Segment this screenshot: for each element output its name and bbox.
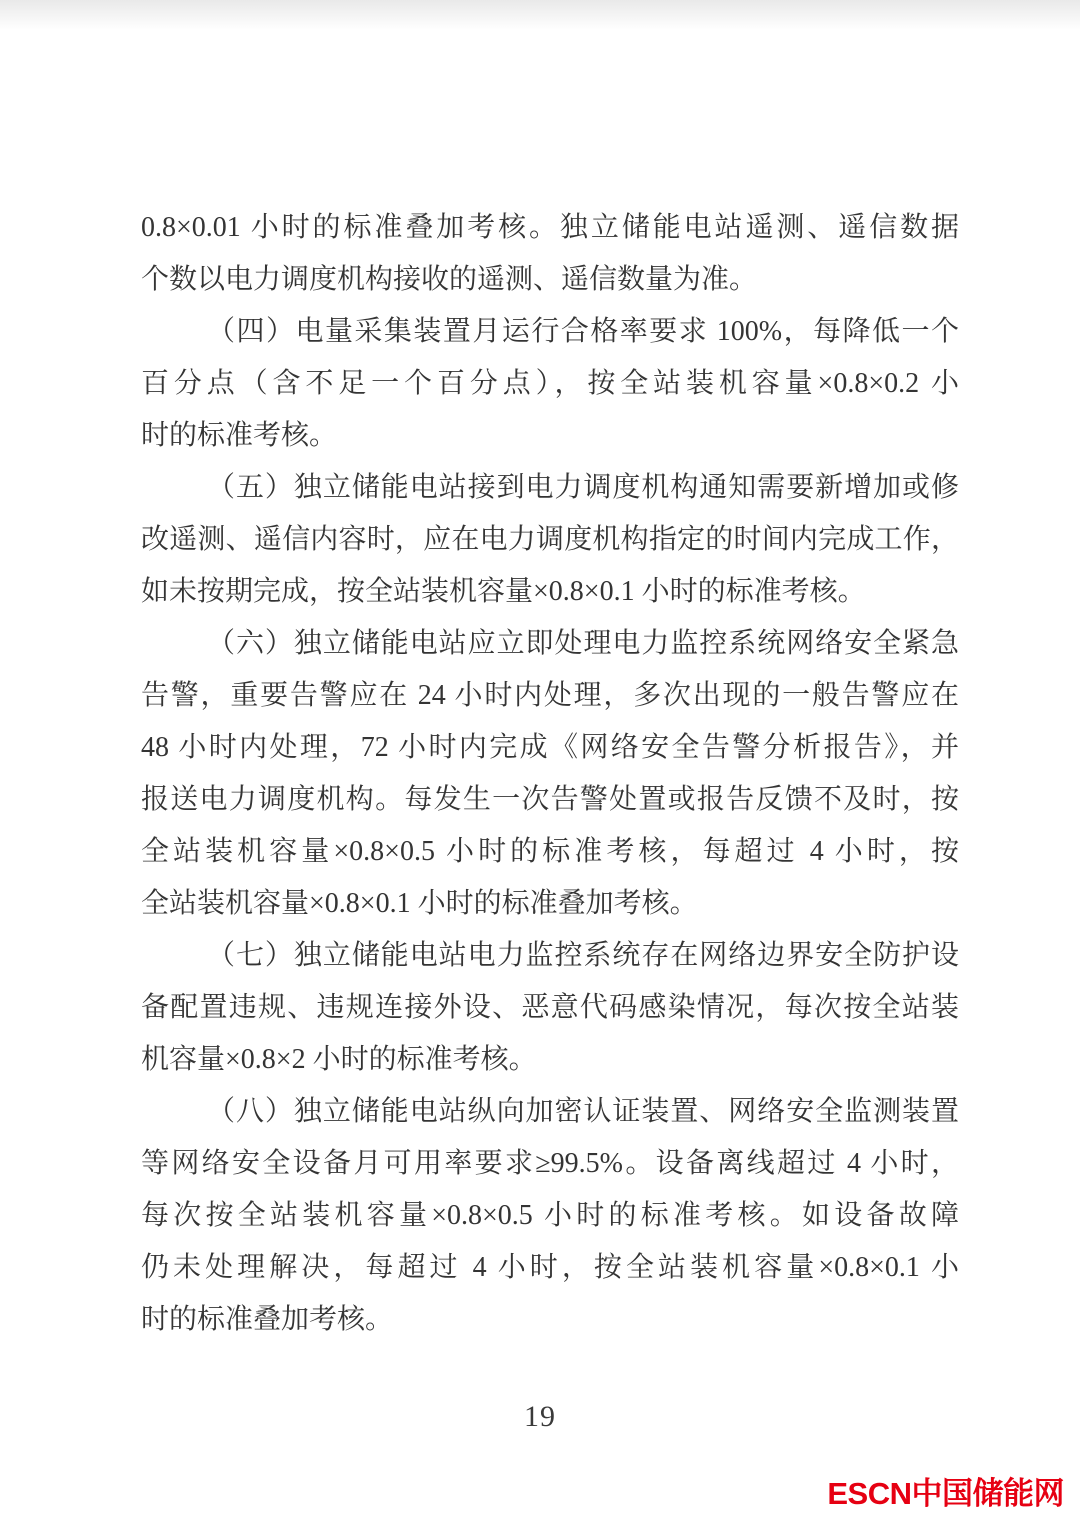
page-body-text xyxy=(141,202,959,1346)
paragraph xyxy=(141,306,959,462)
text-line: （八）独立储能电站纵向加密认证装置、网络安全监测装置 xyxy=(207,1096,959,1127)
paragraph xyxy=(141,202,959,306)
text-line: 告警，重要告警应在 24 小时内处理，多次出现的一般告警应在 xyxy=(141,680,959,711)
text-line: 机容量×0.8×2 小时的标准考核。 xyxy=(141,1044,537,1075)
paragraph xyxy=(141,618,959,930)
text-line: 0.8×0.01 小时的标准叠加考核。独立储能电站遥测、遥信数据 xyxy=(141,212,959,243)
text-line: 如未按期完成，按全站装机容量×0.8×0.1 小时的标准考核。 xyxy=(141,576,866,607)
text-line: 百分点（含不足一个百分点），按全站装机容量×0.8×0.2 小 xyxy=(141,368,959,399)
text-line: 仍未处理解决，每超过 4 小时，按全站装机容量×0.8×0.1 小 xyxy=(141,1252,959,1283)
escn-logo-watermark: ESCN中国储能网 xyxy=(827,1476,1064,1511)
paragraph xyxy=(141,462,959,618)
page-number: 19 xyxy=(524,1400,556,1433)
text-line: （四）电量采集装置月运行合格率要求 100%，每降低一个 xyxy=(207,316,959,347)
text-line: （五）独立储能电站接到电力调度机构通知需要新增加或修 xyxy=(207,472,959,503)
text-line: 全站装机容量×0.8×0.5 小时的标准考核，每超过 4 小时，按 xyxy=(141,836,959,867)
text-line: 报送电力调度机构。每发生一次告警处置或报告反馈不及时，按 xyxy=(141,784,959,815)
text-line: 48 小时内处理，72 小时内完成《网络安全告警分析报告》，并 xyxy=(141,732,959,763)
text-line: 时的标准考核。 xyxy=(141,420,338,451)
text-line: （七）独立储能电站电力监控系统存在网络边界安全防护设 xyxy=(207,940,959,971)
text-line: 等网络安全设备月可用率要求≥99.5%。设备离线超过 4 小时， xyxy=(141,1148,959,1179)
text-line: 每次按全站装机容量×0.8×0.5 小时的标准考核。如设备故障 xyxy=(141,1200,959,1231)
paragraph xyxy=(141,1086,959,1346)
text-line: 全站装机容量×0.8×0.1 小时的标准叠加考核。 xyxy=(141,888,698,919)
text-line: 备配置违规、违规连接外设、恶意代码感染情况，每次按全站装 xyxy=(141,992,959,1023)
text-line: 个数以电力调度机构接收的遥测、遥信数量为准。 xyxy=(141,264,758,295)
scan-top-edge xyxy=(0,0,1080,30)
paragraph xyxy=(141,930,959,1086)
text-line: 改遥测、遥信内容时，应在电力调度机构指定的时间内完成工作， xyxy=(141,524,959,555)
text-line: 时的标准叠加考核。 xyxy=(141,1304,394,1335)
text-line: （六）独立储能电站应立即处理电力监控系统网络安全紧急 xyxy=(207,628,959,659)
